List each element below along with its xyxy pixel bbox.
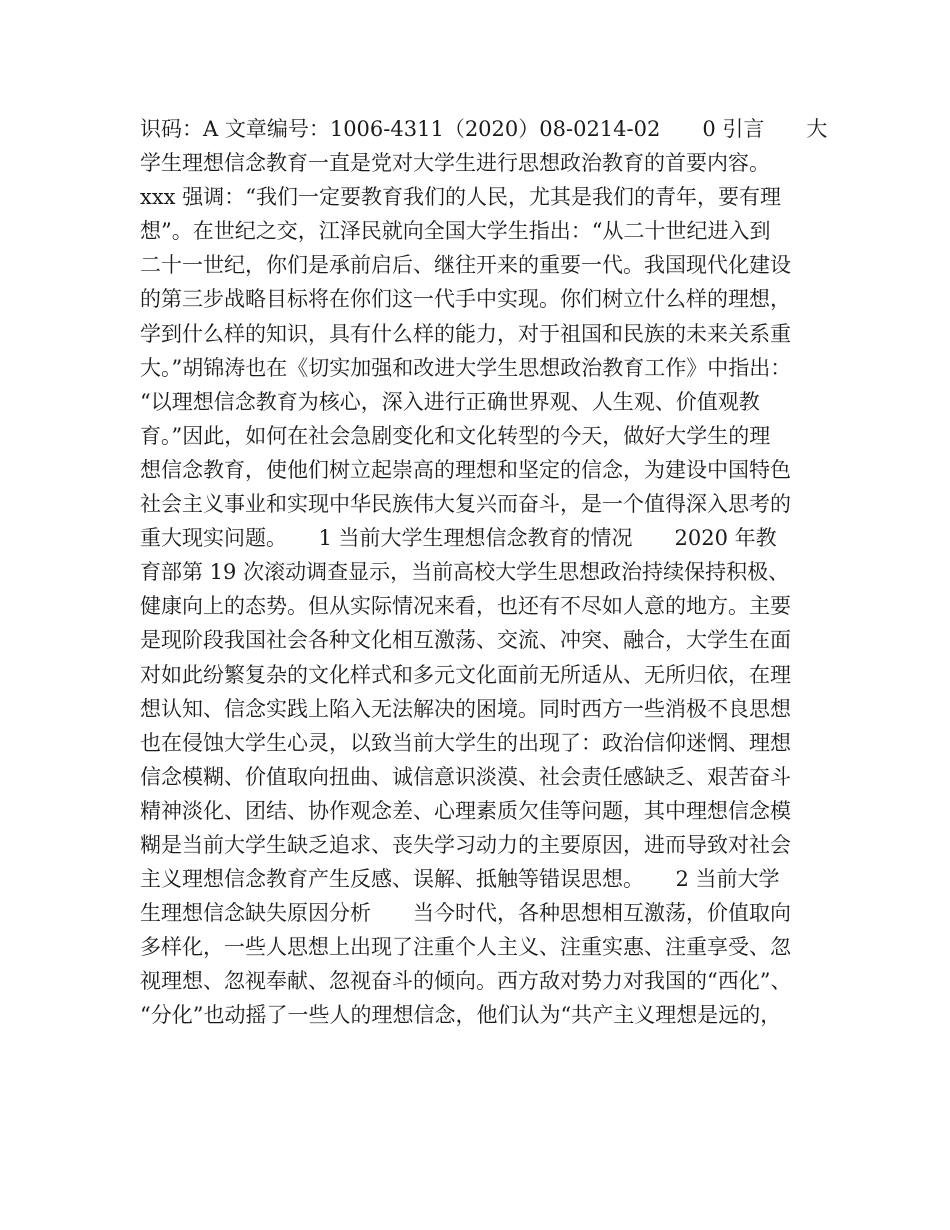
text-line: 对如此纷繁复杂的文化样式和多元文化面前无所适从、无所归依，在理 (140, 662, 791, 687)
text-line: 精神淡化、团结、协作观念差、心理素质欠佳等问题，其中理想信念模 (140, 798, 791, 823)
text-line: 健康向上的态势。但从实际情况来看，也还有不尽如人意的地方。主要 (140, 594, 791, 619)
text-line: 识码：A 文章编号：1006-4311（2020）08-0214-02 0 引言 大 (140, 117, 828, 141)
text-line: “分化”也动摇了一些人的理想信念，他们认为“共产主义理想是远的， (140, 1003, 782, 1028)
text-line: 也在侵蚀大学生心灵，以致当前大学生的出现了：政治信仰迷惘、理想 (140, 730, 791, 755)
text-line: 生理想信念缺失原因分析 当今时代，各种思想相互激荡，价值取向 (140, 901, 791, 926)
text-line: 想信念教育，使他们树立起崇高的理想和坚定的信念，为建设中国特色 (140, 457, 791, 482)
text-line: xxx 强调：“我们一定要教育我们的人民，尤其是我们的青年，要有理 (140, 185, 781, 210)
text-line: 多样化，一些人思想上出现了注重个人主义、注重实惠、注重享受、忽 (140, 935, 791, 960)
text-line: 糊是当前大学生缺乏追求、丧失学习动力的主要原因，进而导致对社会 (140, 832, 791, 857)
text-line: “以理想信念教育为核心，深入进行正确世界观、人生观、价值观教 (140, 389, 760, 414)
text-line: 育部第 19 次滚动调查显示，当前高校大学生思想政治持续保持积极、 (140, 560, 790, 585)
text-line: 社会主义事业和实现中华民族伟大复兴而奋斗，是一个值得深入思考的 (140, 492, 791, 517)
text-line: 是现阶段我国社会各种文化相互激荡、交流、冲突、融合，大学生在面 (140, 628, 791, 653)
text-line: 学到什么样的知识，具有什么样的能力，对于祖国和民族的未来关系重 (140, 321, 791, 346)
text-line: 重大现实问题。 1 当前大学生理想信念教育的情况 2020 年教 (140, 526, 777, 551)
text-line: 想”。在世纪之交，江泽民就向全国大学生指出：“从二十世纪进入到 (140, 219, 771, 244)
text-line: 的第三步战略目标将在你们这一代手中实现。你们树立什么样的理想， (140, 287, 791, 312)
body-text (140, 112, 830, 1033)
text-line: 主义理想信念教育产生反感、误解、抵触等错误思想。 2 当前大学 (140, 867, 780, 892)
text-line: 大。”胡锦涛也在《切实加强和改进大学生思想政治教育工作》中指出： (140, 355, 792, 380)
text-line: 信念模糊、价值取向扭曲、诚信意识淡漠、社会责任感缺乏、艰苦奋斗 (140, 764, 791, 789)
text-line: 育。”因此，如何在社会急剧变化和文化转型的今天，做好大学生的理 (140, 423, 771, 448)
text-line: 想认知、信念实践上陷入无法解决的困境。同时西方一些消极不良思想 (140, 696, 791, 721)
text-line: 二十一世纪，你们是承前启后、继往开来的重要一代。我国现代化建设 (140, 253, 791, 278)
text-line: 学生理想信念教育一直是党对大学生进行思想政治教育的首要内容。 (140, 151, 770, 176)
text-line: 视理想、忽视奉献、忽视奋斗的倾向。西方敌对势力对我国的“西化”、 (140, 969, 792, 994)
